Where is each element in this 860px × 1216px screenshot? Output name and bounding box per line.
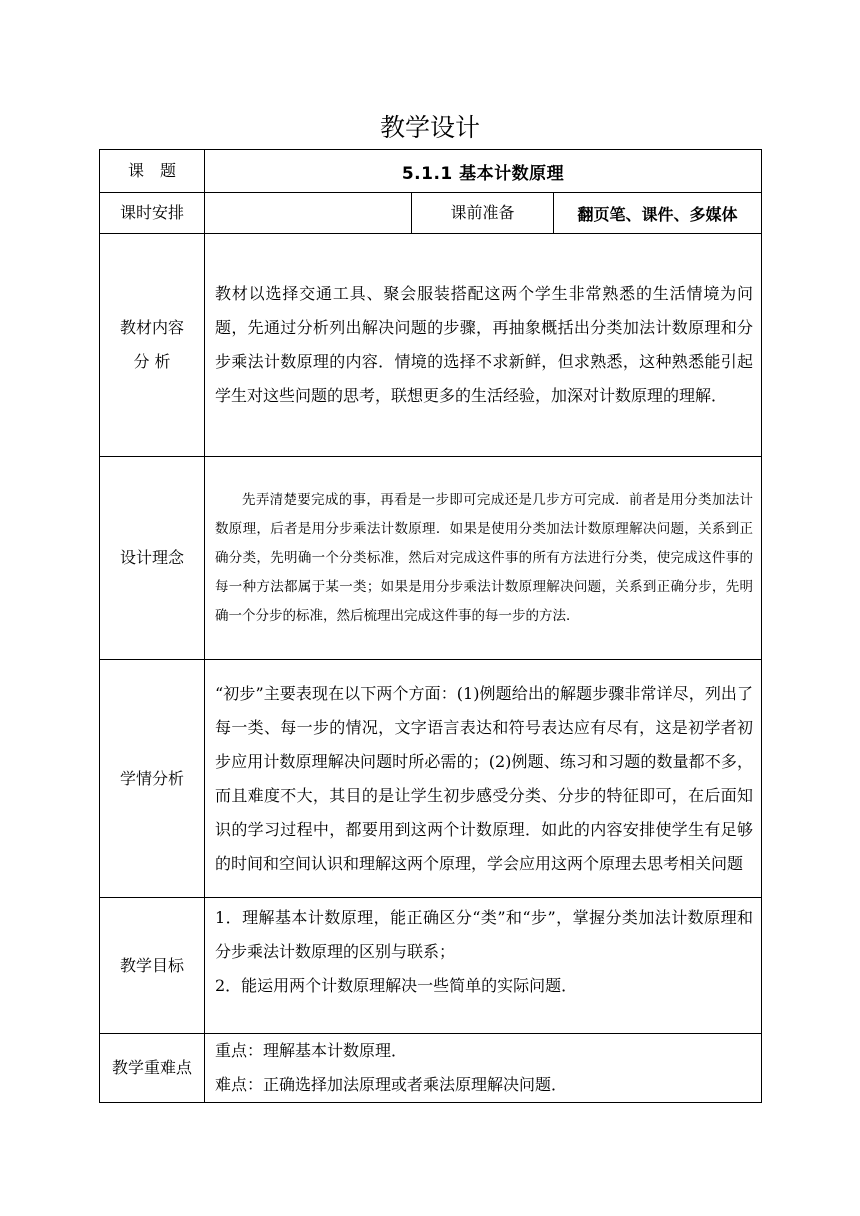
design-concept-row bbox=[100, 457, 762, 660]
prep-label: 课前准备 bbox=[412, 193, 554, 234]
key-points-row bbox=[100, 1034, 762, 1103]
teaching-goals-label: 教学目标 bbox=[100, 898, 205, 1034]
subject-label: 课 题 bbox=[100, 150, 205, 193]
prep-value: 翻页笔、课件、多媒体 bbox=[554, 193, 762, 234]
key-focus: 重点：理解基本计数原理． bbox=[215, 1041, 408, 1060]
material-analysis-text: 教材以选择交通工具、聚会服装搭配这两个学生非常熟悉的生活情境为问题，先通过分析列出解决问题的步骤，再抽象概括出分类加法计数原理和分步乘法计数原理的内容．情境的选择不求新鲜，但求熟悉，这种熟悉能引起学生对这些问题的思考，联想更多的生活经验，加深对计数原理的理解． bbox=[205, 234, 762, 457]
learner-analysis-text: “初步”主要表现在以下两个方面：(1)例题给出的解题步骤非常详尽，列出了每一类、每一步的情况，文字语言表达和符号表达应有尽有，这是初学者初步应用计数原理解决问题时所必需的；(2)例题、练习和习题的数量都不多，而且难度不大，其目的是让学生初步感受分类、分步的特征即可，在后面知识的学习过程中，都要用到这两个计数原理．如此的内容安排使学生有足够的时间和空间认识和理解这两个原理，学会应用这两个原理去思考相关问题 bbox=[205, 660, 762, 898]
key-points-label: 教学重难点 bbox=[100, 1034, 205, 1103]
learner-analysis-row bbox=[100, 660, 762, 898]
material-analysis-label bbox=[100, 234, 205, 457]
teaching-goals-list bbox=[205, 898, 762, 1034]
teaching-goals-row bbox=[100, 898, 762, 1034]
material-analysis-label-line1: 教材内容 bbox=[119, 318, 184, 337]
schedule-row bbox=[100, 193, 762, 234]
learner-analysis-label: 学情分析 bbox=[100, 660, 205, 898]
teaching-goal-item: 1．理解基本计数原理，能正确区分“类”和“步”，掌握分类加法计数原理和分步乘法计数原理的区别与联系； bbox=[215, 908, 754, 961]
subject-value: 5.1.1 基本计数原理 bbox=[205, 150, 762, 193]
teaching-goal-item: 2．能运用两个计数原理解决一些简单的实际问题． bbox=[215, 976, 578, 995]
schedule-label: 课时安排 bbox=[100, 193, 205, 234]
page-title: 教学设计 bbox=[379, 113, 480, 142]
key-difficulty: 难点：正确选择加法原理或者乘法原理解决问题． bbox=[215, 1075, 568, 1094]
design-concept-text: 先弄清楚要完成的事，再看是一步即可完成还是几步方可完成．前者是用分类加法计数原理，后者是用分步乘法计数原理．如果是使用分类加法计数原理解决问题，关系到正确分类，先明确一个分类标准，然后对完成这件事的所有方法进行分类，使完成这件事的每一种方法都属于某一类；如果是用分步乘法计数原理解决问题，关系到正确分步，先明确一个分步的标准，然后梳理出完成这件事的每一步的方法． bbox=[205, 457, 762, 660]
key-points-text bbox=[205, 1034, 762, 1103]
design-concept-label: 设计理念 bbox=[100, 457, 205, 660]
schedule-value bbox=[205, 193, 412, 234]
material-analysis-label-line2: 分 析 bbox=[133, 352, 171, 371]
lesson-plan-table bbox=[99, 149, 762, 1103]
subject-row bbox=[100, 150, 762, 193]
material-analysis-row bbox=[100, 234, 762, 457]
